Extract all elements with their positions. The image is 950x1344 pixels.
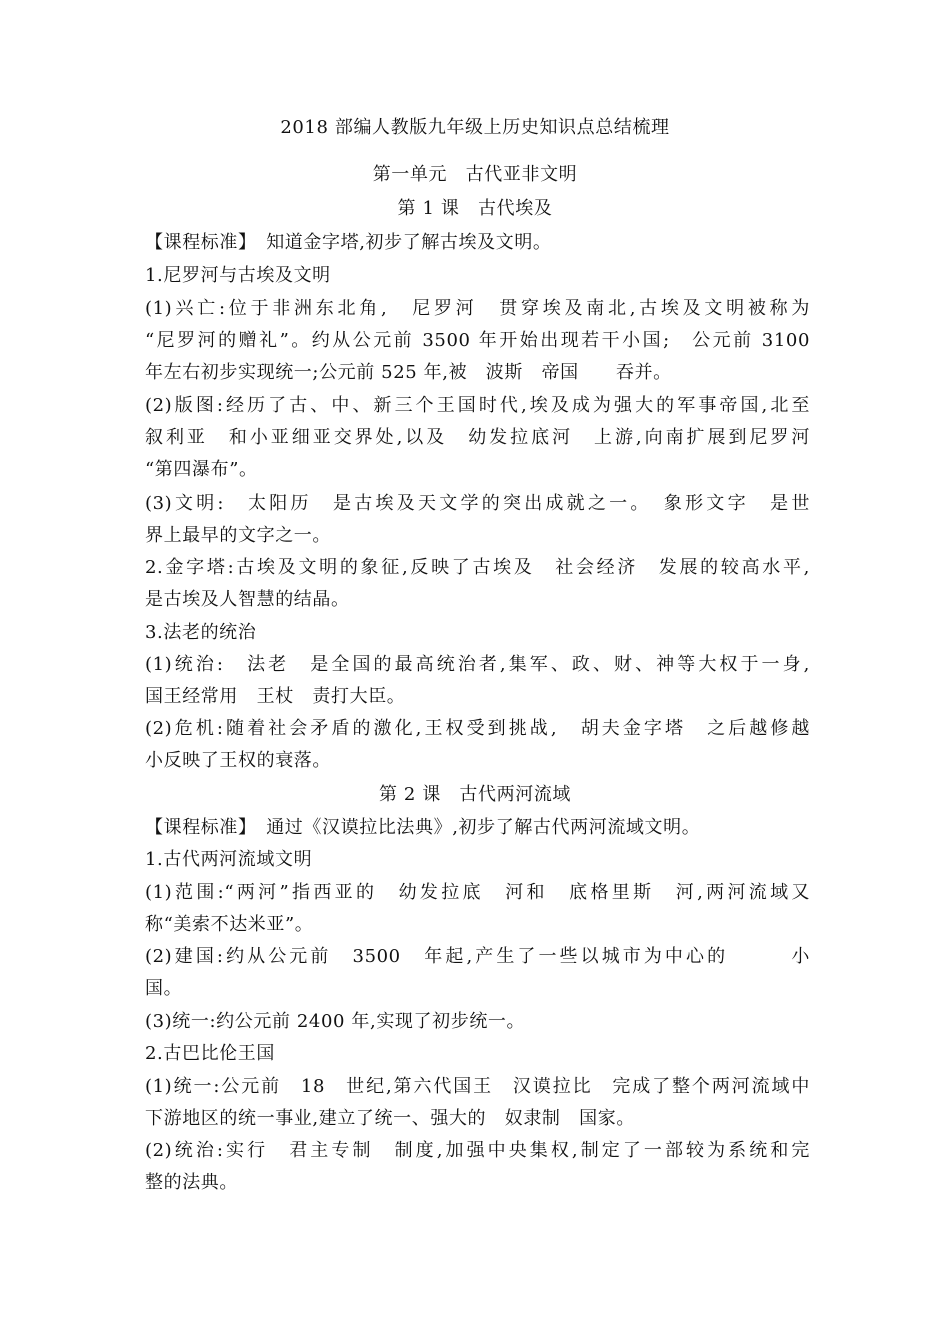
text-line: (1)兴亡:位于非洲东北角, 尼罗河 贯穿埃及南北,古埃及文明被称为 [145,298,810,319]
text-line: 小反映了王权的衰落。 [145,750,331,771]
text-line: (3)文明: 太阳历 是古埃及天文学的突出成就之一。 象形文字 是世 [145,493,810,514]
section-heading: 1.古代两河流域文明 [145,849,313,870]
text-line: (3)统一:约公元前 2400 年,实现了初步统一。 [145,1011,526,1032]
text-line: 2.金字塔:古埃及文明的象征,反映了古埃及 社会经济 发展的较高水平, [145,557,810,578]
document-title: 2018 部编人教版九年级上历史知识点总结梳理 [280,117,670,138]
text-line: (2)建国:约从公元前 3500 年起,产生了一些以城市为中心的 小 [145,946,810,967]
text-line: (1)统一:公元前 18 世纪,第六代国王 汉谟拉比 完成了整个两河流域中 [145,1076,810,1097]
lesson-heading: 第 1 课 古代埃及 [397,198,553,219]
text-line: 年左右初步实现统一;公元前 525 年,被 波斯 帝国 吞并。 [145,362,672,383]
text-line: 界上最早的文字之一。 [145,525,331,546]
text-line: 叙利亚 和小亚细亚交界处,以及 幼发拉底河 上游,向南扩展到尼罗河 [145,427,810,448]
text-line: 国王经常用 王杖 责打大臣。 [145,686,406,707]
section-heading: 1.尼罗河与古埃及文明 [145,265,331,286]
text-line: 国。 [145,978,183,999]
lesson-heading: 第 2 课 古代两河流域 [378,784,572,805]
text-line: “第四瀑布”。 [145,459,258,480]
text-line: 是古埃及人智慧的结晶。 [145,589,350,610]
text-line: (1)统治: 法老 是全国的最高统治者,集军、政、财、神等大权于一身, [145,654,810,675]
text-line: 称“美索不达米亚”。 [145,914,314,935]
section-heading: 2.古巴比伦王国 [145,1043,275,1064]
unit-heading: 第一单元 古代亚非文明 [372,164,578,185]
text-line: 下游地区的统一事业,建立了统一、强大的 奴隶制 国家。 [145,1108,635,1129]
section-heading: 3.法老的统治 [145,622,257,643]
text-line: 整的法典。 [145,1172,238,1193]
text-line: (2)危机:随着社会矛盾的激化,王权受到挑战, 胡夫金字塔 之后越修越 [145,718,810,739]
course-standard: 【课程标准】 通过《汉谟拉比法典》,初步了解古代两河流域文明。 [145,817,701,838]
text-line: (2)统治:实行 君主专制 制度,加强中央集权,制定了一部较为系统和完 [145,1140,810,1161]
text-line: “尼罗河的赠礼”。约从公元前 3500 年开始出现若干小国; 公元前 3100 [145,330,810,351]
text-line: (2)版图:经历了古、中、新三个王国时代,埃及成为强大的军事帝国,北至 [145,395,810,416]
course-standard: 【课程标准】 知道金字塔,初步了解古埃及文明。 [145,232,552,253]
text-line: (1)范围:“两河”指西亚的 幼发拉底 河和 底格里斯 河,两河流域又 [145,882,810,903]
